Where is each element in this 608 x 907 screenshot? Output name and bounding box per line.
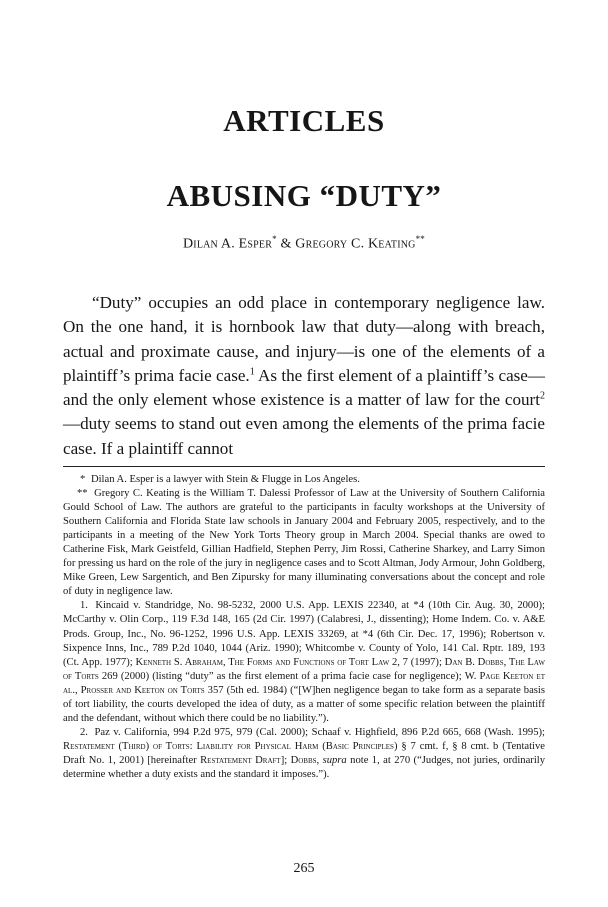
author-line <box>0 234 608 253</box>
body-text-part: “Duty” occupies an odd place in contemporary negligence law. On the one hand, it is hornbook law that duty—along with breach, actual and proximate cause, and injury—is one of the elements of a plaintiff’s prima facie case. <box>63 293 545 385</box>
footnote-ref-1: 1 <box>249 366 255 378</box>
footnote-text: Gregory C. Keating is the William T. Dalessi Professor of Law at the University of Southern California Gould School of Law. The authors are grateful to the participants in faculty workshops at the University of Southern California and Florida State law schools in January 2004 and February 2005, respectively, and to the participants in a meeting of the New York Torts Theory group in March 2004. Special thanks are owed to Catherine Fisk, Mark Geistfeld, Gillian Hadfield, Stephen Perry, Jim Rossi, Catherine Sharkey, and Larry Simon for pressing us hard on the role of the jury in negligence cases and to Scott Altman, Jody Armour, John Goldberg, Mike Green, Lew Sargentich, and Ben Zipursky for many illuminating conversations about the concept and role of duty in negligence law. <box>63 488 545 598</box>
author-keating: Gregory C. Keating <box>295 236 416 252</box>
footnote-star <box>63 473 545 487</box>
footnote-citation-smallcaps: W. Page Keeton et al., Prosser and Keeton on Torts <box>63 670 545 696</box>
footnote-2 <box>63 726 545 782</box>
footnote-double-star <box>63 487 545 599</box>
footnotes <box>63 473 545 782</box>
footnote-1 <box>63 599 545 725</box>
author-esper-footnote-mark: * <box>272 234 277 244</box>
author-esper: Dilan A. Esper <box>182 236 273 252</box>
footnote-citation-smallcaps: Restatement (Third) of Torts: Liability for Physical Harm (Basic Principles) <box>63 740 398 752</box>
footnote-text: 357 (5th ed. 1984) (“[W]hen negligence began to take form as a separate basis of tort liability, the courts developed the idea of duty, as a matter of some specific relation between the plaintiff and the defendant, without which there could be no liability.”). <box>63 684 545 724</box>
footnote-ref-2: 2 <box>540 390 545 402</box>
footnote-divider <box>63 466 545 467</box>
article-title: ABUSING “DUTY” <box>166 178 442 213</box>
footnote-text: Paz v. California, 994 P.2d 975, 979 (Cal. 2000); Schaaf v. Highfield, 896 P.2d 665, 668 (Wash. 1995); <box>94 726 545 738</box>
footnote-citation-smallcaps: Dan B. Dobbs, The Law of Torts <box>63 656 545 682</box>
footnote-citation-smallcaps: Kenneth S. Abraham, The Forms and Functions of Tort Law <box>135 656 390 668</box>
footnote-mark: * <box>80 474 86 485</box>
footnote-text: Kincaid v. Standridge, No. 98-5232, 2000 U.S. App. LEXIS 22340, at *4 (10th Cir. Aug. 30, 2000); McCarthy v. Olin Corp., 119 F.3d 148, 165 (2d Cir. 1997) (Calabresi, J., dissenting); Home Indem. Co. v. A&E Prods. Group, Inc., No. 96-1252, 1996 U.S. App. LEXIS 33269, at *4 (6th Cir. Dec. 17, 1996); Robertson v. Sixpence Inns, Inc., 789 P.2d 1040, 1044 (Ariz. 1990); Whitcombe v. County of Yolo, 141 Cal. Rptr. 189, 193 (Ct. App. 1977); <box>63 600 545 668</box>
footnote-citation-smallcaps: Dobbs <box>290 754 317 766</box>
body-text-part: As the first element of a plaintiff’s case—and the only element whose existence is a matter of law for the court <box>63 365 545 410</box>
footnote-text: ]; <box>280 754 291 766</box>
footnote-mark: 2. <box>80 726 88 738</box>
footnote-text: 269 (2000) (listing “duty” as the first element of a prima facie case for negligence); <box>98 670 465 682</box>
footnote-italic: supra <box>322 754 347 766</box>
section-heading: ARTICLES <box>223 103 385 138</box>
footnote-text: § 7 cmt. f, § 8 cmt. b (Tentative Draft No. 1, 2001) [hereinafter <box>63 740 545 766</box>
author-keating-footnote-mark: ** <box>415 234 426 244</box>
footnote-mark: ** <box>77 488 88 500</box>
footnote-mark: 1. <box>80 600 88 612</box>
footnote-text: 2, 7 (1997); <box>389 656 445 668</box>
footnote-text: , <box>316 754 323 766</box>
footnote-text: Dilan A. Esper is a lawyer with Stein & Flugge in Los Angeles. <box>90 474 360 485</box>
page-number: 265 <box>293 861 315 876</box>
footnote-citation-smallcaps: Restatement Draft <box>200 754 281 766</box>
opening-paragraph <box>63 291 545 461</box>
author-conjunction: & <box>276 236 296 252</box>
footnote-text: note 1, at 270 (“Judges, not juries, ordinarily determine whether a duty exists and the standard it imposes.”). <box>63 754 546 780</box>
body-text-part: —duty seems to stand out even among the elements of the prima facie case. If a plaintiff cannot <box>63 414 545 458</box>
article-body <box>63 291 545 461</box>
